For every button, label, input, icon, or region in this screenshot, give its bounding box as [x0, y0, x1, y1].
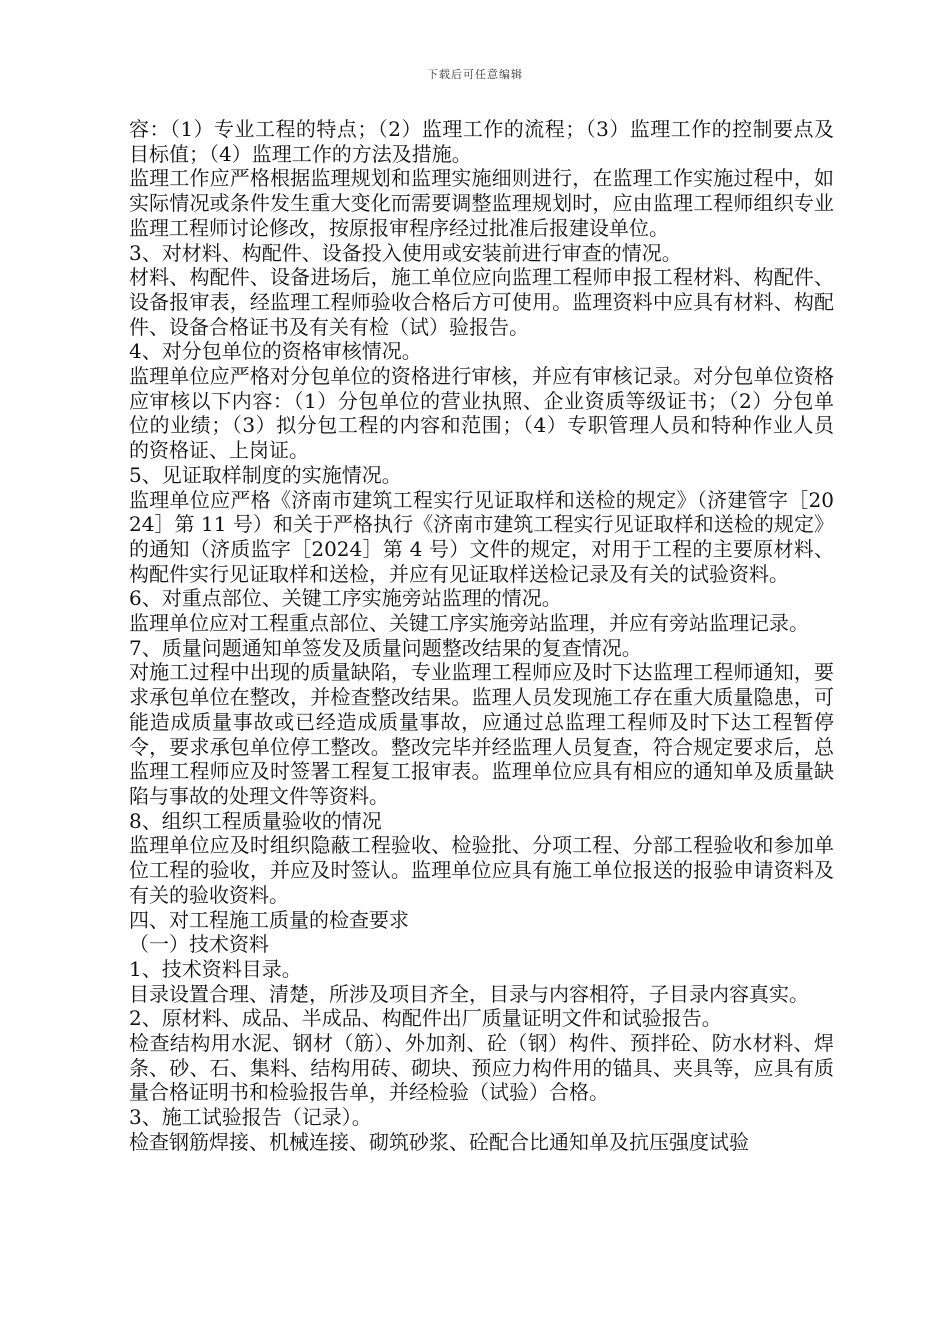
- paragraph: 对施工过程中出现的质量缺陷，专业监理工程师应及时下达监理工程师通知，要求承包单位在整改，并检查整改结果。监理人员发现施工存在重大质量隐患，可能造成质量事故或已经造成质量事故，应通过总监理工程师及时下达工程暂停令，要求承包单位停工整改。整改完毕并经监理人员复查，符合规定要求后，总监理工程师应及时签署工程复工报审表。监理单位应具有相应的通知单及质量缺陷与事故的处理文件等资料。: [129, 660, 834, 808]
- paragraph: 监理单位应对工程重点部位、关键工序实施旁站监理，并应有旁站监理记录。: [129, 611, 809, 636]
- paragraph: 监理单位应严格对分包单位的资格进行审核，并应有审核记录。对分包单位资格应审核以下内容：（1）分包单位的营业执照、企业资质等级证书；（2）分包单位的业绩；（3）拟分包工程的内容和范围；（4）专职管理人员和特种作业人员的资格证、上岗证。: [129, 364, 834, 463]
- paragraph: 监理单位应严格《济南市建筑工程实行见证取样和送检的规定》（济建管字［2024］第 11 号）和关于严格执行《济南市建筑工程实行见证取样和送检的规定》的通知（济质监字［2024］第 4 号）文件的规定，对用于工程的主要原材料、构配件实行见证取样和送检，并应有见证取样送检记录及有关的试验资料。: [129, 487, 834, 586]
- paragraph: 目录设置合理、清楚，所涉及项目齐全，目录与内容相符，子目录内容真实。: [129, 981, 809, 1006]
- section-heading: 2、原材料、成品、半成品、构配件出厂质量证明文件和试验报告。: [129, 1006, 722, 1031]
- section-heading: 8、组织工程质量验收的情况: [129, 808, 382, 833]
- section-heading: 6、对重点部位、关键工序实施旁站监理的情况。: [129, 586, 562, 611]
- subsection-heading: （一）技术资料: [129, 932, 269, 957]
- paragraph: 监理单位应及时组织隐蔽工程验收、检验批、分项工程、分部工程验收和参加单位工程的验收，并应及时签认。监理单位应具有施工单位报送的报验申请资料及有关的验收资料。: [129, 833, 834, 907]
- paragraph: 容：（1）专业工程的特点；（2）监理工作的流程；（3）监理工作的控制要点及目标值；（4）监理工作的方法及措施。: [129, 117, 834, 166]
- document-body: [129, 117, 834, 1155]
- section-heading: 3、施工试验报告（记录）。: [129, 1105, 372, 1130]
- paragraph: 检查结构用水泥、钢材（筋）、外加剂、砼（钢）构件、预拌砼、防水材料、焊条、砂、石、集料、结构用砖、砌块、预应力构件用的锚具、夹具等，应具有质量合格证明书和检验报告单，并经检验（试验）合格。: [129, 1031, 834, 1105]
- section-heading: 3、对材料、构配件、设备投入使用或安装前进行审查的情况。: [129, 240, 682, 265]
- chapter-heading: 四、对工程施工质量的检查要求: [129, 907, 409, 932]
- section-heading: 7、质量问题通知单签发及质量问题整改结果的复查情况。: [129, 635, 642, 660]
- page-header: 下载后可任意编辑: [427, 68, 523, 81]
- paragraph: 检查钢筋焊接、机械连接、砌筑砂浆、砼配合比通知单及抗压强度试验: [129, 1129, 749, 1154]
- section-heading: 4、对分包单位的资格审核情况。: [129, 339, 422, 364]
- section-heading: 5、见证取样制度的实施情况。: [129, 462, 402, 487]
- paragraph: 材料、构配件、设备进场后，施工单位应向监理工程师申报工程材料、构配件、设备报审表，经监理工程师验收合格后方可使用。监理资料中应具有材料、构配件、设备合格证书及有关有检（试）验报告。: [129, 265, 834, 339]
- paragraph: 监理工作应严格根据监理规划和监理实施细则进行，在监理工作实施过程中，如实际情况或条件发生重大变化而需要调整监理规划时，应由监理工程师组织专业监理工程师讨论修改，按原报审程序经过批准后报建设单位。: [129, 166, 834, 240]
- section-heading: 1、技术资料目录。: [129, 956, 302, 981]
